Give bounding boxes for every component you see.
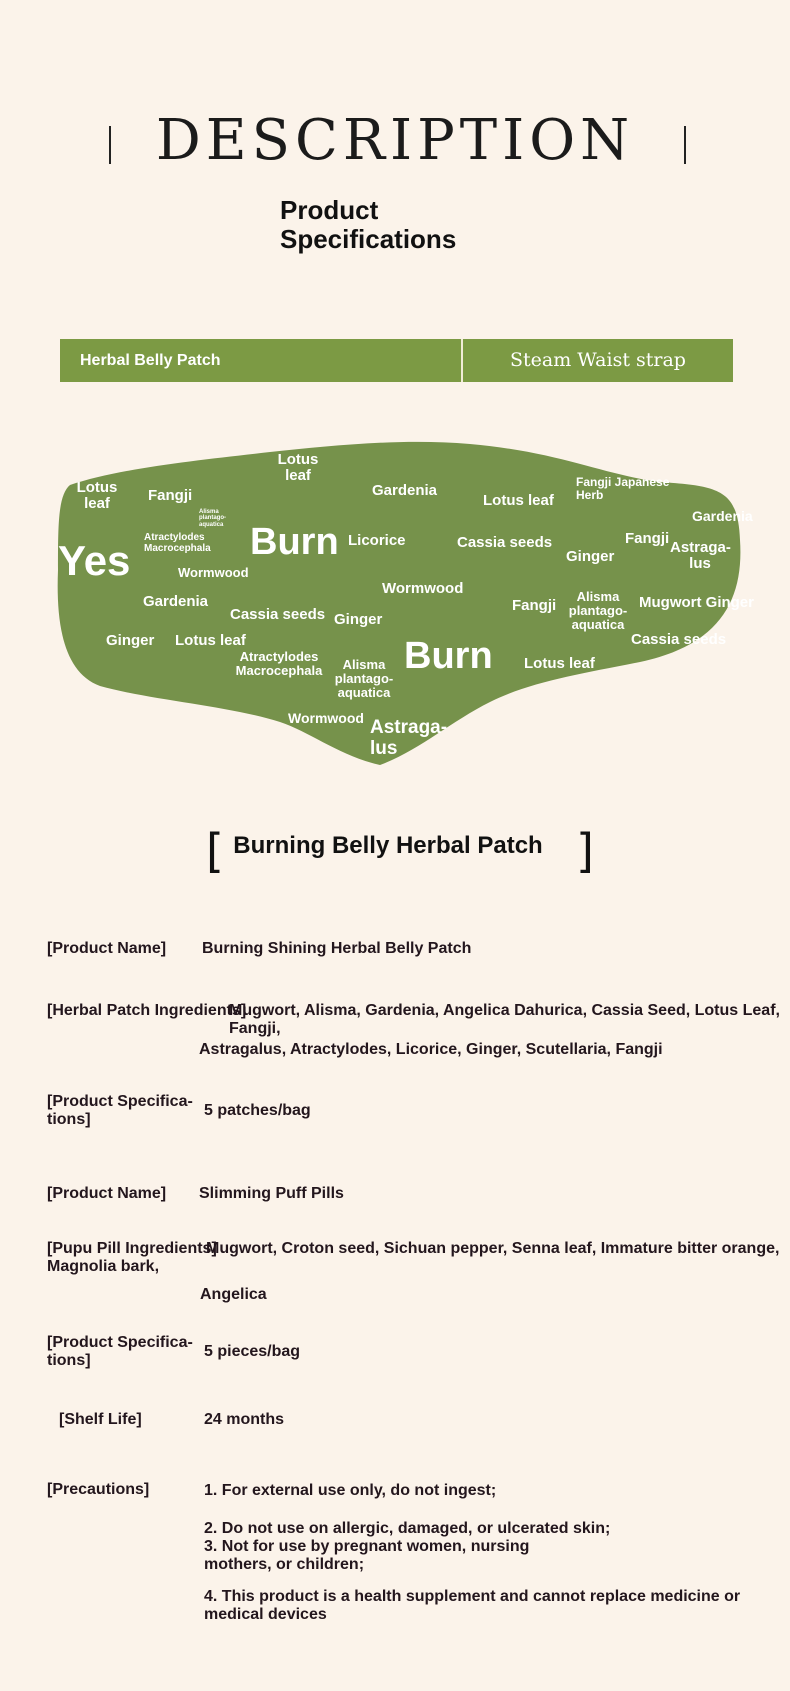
- spec-value: Slimming Puff Pills: [199, 1185, 344, 1202]
- tab-bar: [60, 339, 733, 382]
- cloud-word: Fangji: [148, 487, 193, 504]
- cloud-word: Wormwood: [288, 710, 364, 726]
- cloud-word: Ginger: [334, 611, 383, 628]
- cloud-word: Gardenia: [143, 593, 209, 610]
- cloud-word: Atractylodes Macrocephala: [144, 532, 211, 554]
- spec-label: [Product Name]: [47, 940, 167, 957]
- spec-label: [Shelf Life]: [59, 1411, 142, 1428]
- cloud-word: Astraga-lus: [370, 717, 448, 759]
- cloud-word: Fangji: [512, 597, 557, 614]
- cloud-word: Cassia seeds: [230, 606, 326, 623]
- ingredients-word-cloud: [0, 430, 790, 780]
- spec-value-continued: Angelica: [200, 1286, 267, 1303]
- cloud-word: Gardenia: [692, 508, 753, 524]
- cloud-word: Lotus leaf: [277, 451, 319, 485]
- spec-value: 5 pieces/bag: [204, 1343, 301, 1360]
- title-bracket-open: [: [206, 824, 224, 878]
- cloud-word: Cassia seeds: [631, 631, 727, 648]
- precaution-item: 3. Not for use by pregnant women, nursing mothers, or children;: [204, 1538, 530, 1573]
- cloud-word: Alisma plantago-aquatica: [334, 657, 394, 701]
- spec-value: Burning Shining Herbal Belly Patch: [202, 940, 472, 957]
- spec-label: [Herbal Patch Ingredients]: [47, 1002, 247, 1019]
- cloud-word: Lotus leaf: [524, 655, 595, 672]
- cloud-word: Ginger: [106, 632, 155, 649]
- page-title: DESCRIPTION: [155, 108, 635, 173]
- cloud-word: Gardenia: [372, 482, 438, 499]
- spec-value: 24 months: [204, 1411, 285, 1428]
- cloud-word: Fangji: [625, 530, 670, 547]
- cloud-word: Wormwood: [178, 565, 249, 580]
- title-bracket-close: ]: [576, 824, 594, 878]
- cloud-word: Licorice: [348, 532, 406, 549]
- cloud-word: Astraga-lus: [670, 539, 731, 573]
- tab-steam-waist-strap[interactable]: Steam Waist strap: [510, 349, 686, 371]
- cloud-word: Lotus leaf: [175, 632, 246, 649]
- spec-value: Mugwort, Croton seed, Sichuan pepper, Senna leaf, Immature bitter orange,: [206, 1240, 780, 1257]
- spec-value-continued: Astragalus, Atractylodes, Licorice, Ginger, Scutellaria, Fangji: [199, 1041, 663, 1058]
- spec-value-line2: Magnolia bark,: [47, 1258, 160, 1275]
- spec-label: [Product Specifica-tions]: [47, 1334, 193, 1369]
- spec-label: [Precautions]: [47, 1481, 150, 1498]
- spec-label: [Product Specifica-tions]: [47, 1093, 193, 1128]
- cloud-word: Cassia seeds: [457, 534, 553, 551]
- spec-label: [Pupu Pill Ingredients]: [47, 1240, 217, 1257]
- cloud-word: Mugwort Ginger: [639, 594, 754, 611]
- cloud-word: Alisma plantago-aquatica: [568, 589, 628, 633]
- cloud-word: Wormwood: [382, 580, 464, 597]
- cloud-word: Lotus leaf: [483, 492, 554, 509]
- cloud-word: Burn: [404, 635, 493, 677]
- title-right-divider: [684, 126, 686, 164]
- cloud-word: Alisma plantago-aquatica: [199, 509, 226, 528]
- cloud-word: Lotus leaf: [76, 479, 118, 513]
- section-subtitle: Product Specifications: [280, 195, 457, 254]
- product-section-title: Burning Belly Herbal Patch: [233, 832, 543, 859]
- cloud-word: Burn: [250, 521, 339, 563]
- cloud-word: Ginger: [566, 548, 615, 565]
- cloud-word: Yes: [58, 537, 131, 584]
- spec-value: Mugwort, Alisma, Gardenia, Angelica Dahurica, Cassia Seed, Lotus Leaf, Fangji,: [229, 1002, 780, 1037]
- spec-label: [Product Name]: [47, 1185, 167, 1202]
- precaution-item: 1. For external use only, do not ingest;: [204, 1482, 497, 1499]
- cloud-word: Fangji Japanese Herb: [576, 475, 670, 502]
- precaution-item: 4. This product is a health supplement and cannot replace medicine or medical devices: [204, 1588, 741, 1623]
- tab-herbal-belly-patch[interactable]: Herbal Belly Patch: [60, 339, 463, 382]
- cloud-word: Atractylodes Macrocephala: [235, 649, 323, 679]
- precaution-item: 2. Do not use on allergic, damaged, or ulcerated skin;: [204, 1520, 611, 1537]
- spec-value: 5 patches/bag: [204, 1102, 311, 1119]
